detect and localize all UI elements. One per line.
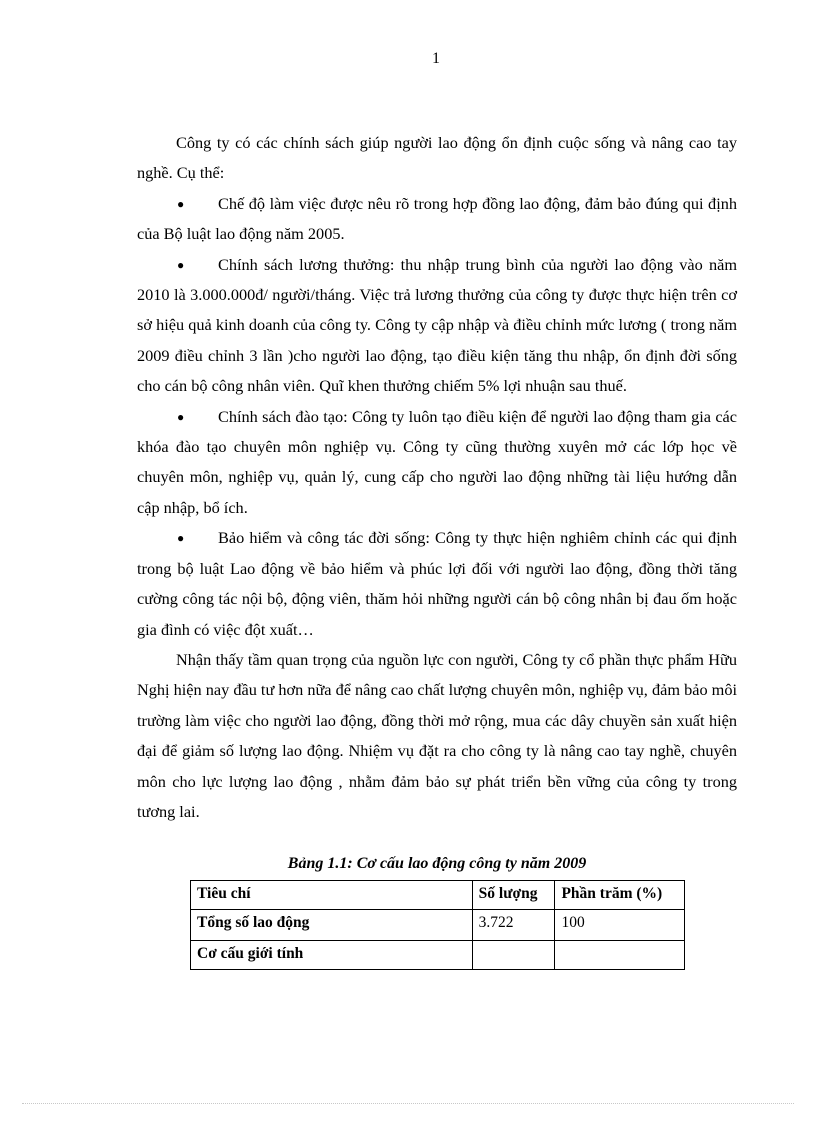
table-cell <box>472 941 555 970</box>
bullet-text: Bảo hiểm và công tác đời sống: Công ty thực hiện nghiêm chỉnh các qui định trong bộ luật Lao động về bảo hiểm và phúc lợi đối với người lao động, đồng thời tăng cường công tác nội bộ, động viên, thăm hỏi những người cán bộ công nhân bị đau ốm hoặc gia đình có việc đột xuất… <box>137 528 737 639</box>
bullet-icon: ● <box>177 257 185 272</box>
table-cell: Tổng số lao động <box>191 910 473 941</box>
bullet-text: Chế độ làm việc được nêu rõ trong hợp đồng lao động, đảm bảo đúng qui định của Bộ luật lao động năm 2005. <box>137 193 737 244</box>
bullet-item-salary-policy <box>137 250 737 402</box>
document-body <box>137 128 737 827</box>
bullet-icon: ● <box>177 196 185 211</box>
table-header-row <box>191 881 685 910</box>
table-row <box>191 941 685 970</box>
labor-structure-table <box>190 880 685 970</box>
bullet-item-training-policy <box>137 402 737 524</box>
closing-paragraph: Nhận thấy tầm quan trọng của nguồn lực con người, Công ty cổ phần thực phẩm Hữu Nghị hiện nay đầu tư hơn nữa để nâng cao chất lượng chuyên môn, nghiệp vụ, đảm bảo môi trường làm việc cho người lao động, đồng thời mở rộng, mua các dây chuyền sản xuất hiện đại để giảm số lượng lao động. Nhiệm vụ đặt ra cho công ty là nâng cao tay nghề, chuyên môn cho lực lượng lao động , nhằm đảm bảo sự phát triển bền vững của công ty trong tương lai. <box>137 649 737 821</box>
bullet-text: Chính sách lương thưởng: thu nhập trung bình của người lao động vào năm 2010 là 3.000.000đ/ người/tháng. Việc trả lương thưởng của công ty được thực hiện trên cơ sở hiệu quả kinh doanh của công ty. Công ty cập nhập và điều chỉnh mức lương ( trong năm 2009 điều chỉnh 3 lần )cho người lao động, tạo điều kiện tăng thu nhập, ổn định đời sống cho cán bộ công nhân viên. Quĩ khen thưởng chiếm 5% lợi nhuận sau thuế. <box>137 254 737 396</box>
table-cell: Cơ cấu giới tính <box>191 941 473 970</box>
header-quantity: Số lượng <box>472 881 555 910</box>
table-row <box>191 910 685 941</box>
page-footer-divider <box>22 1103 794 1104</box>
intro-paragraph: Công ty có các chính sách giúp người lao động ổn định cuộc sống và nâng cao tay nghề. Cụ thể: <box>137 133 737 183</box>
table-caption: Bảng 1.1: Cơ cấu lao động công ty năm 2009 <box>287 855 587 872</box>
bullet-icon: ● <box>177 531 185 546</box>
bullet-item-work-regime <box>137 189 737 250</box>
bullet-text: Chính sách đào tạo: Công ty luôn tạo điều kiện để người lao động tham gia các khóa đào tạo chuyên môn nghiệp vụ. Công ty cũng thường xuyên mở các lớp học về chuyên môn, nghiệp vụ, quản lý, cung cấp cho người lao động những tài liệu hướng dẫn cập nhập, bổ ích. <box>137 406 737 517</box>
table-cell: 100 <box>555 910 685 941</box>
page-number: 1 <box>432 50 440 67</box>
header-percent: Phần trăm (%) <box>555 881 685 910</box>
table-cell: 3.722 <box>472 910 555 941</box>
bullet-item-insurance <box>137 523 737 645</box>
bullet-icon: ● <box>177 409 185 424</box>
header-criteria: Tiêu chí <box>191 881 473 910</box>
table-cell <box>555 941 685 970</box>
